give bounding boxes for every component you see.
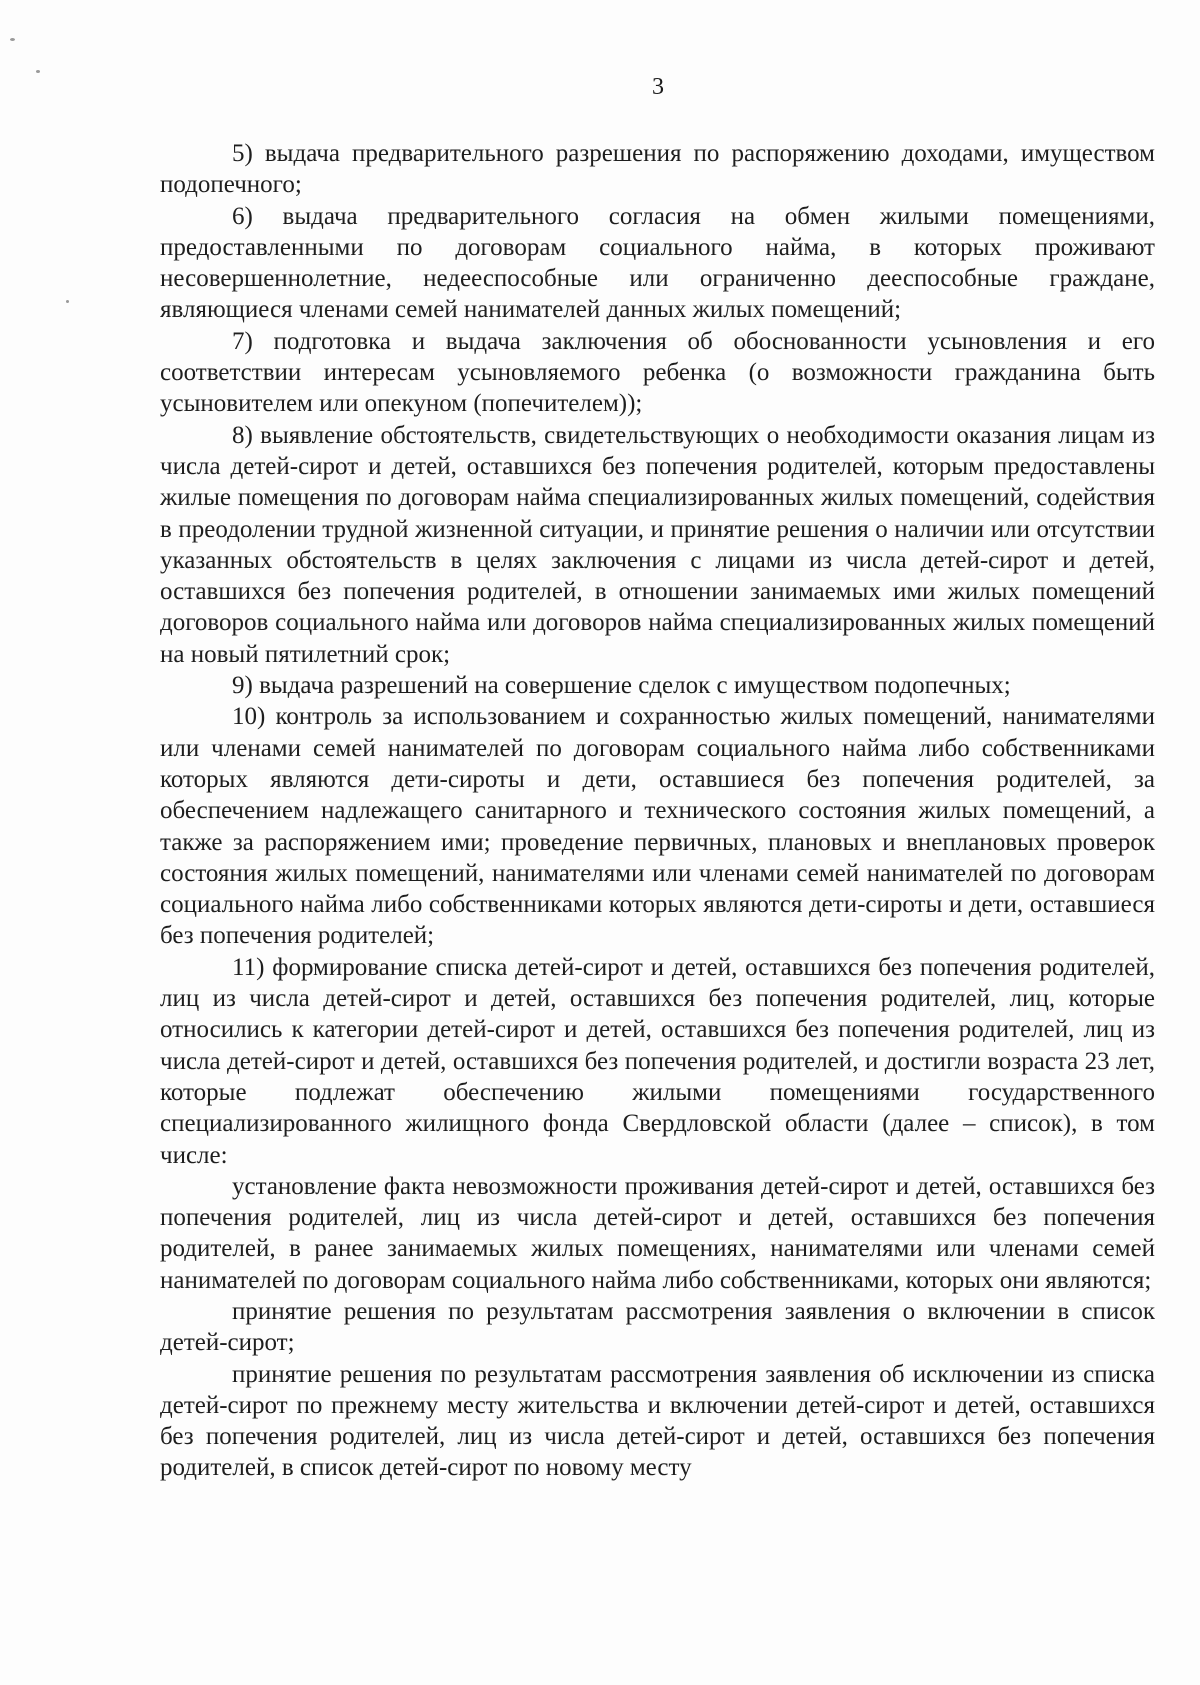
paragraph-item-6: 6) выдача предварительного согласия на обмен жилыми помещениями, предоставленными по договорам социального найма, в которых проживают несовершеннолетние, недееспособные или ограниченно дееспособные граждане, являющиеся членами семей нанимателей данных жилых помещений; <box>160 202 1155 324</box>
scan-speck <box>36 70 40 73</box>
page-number: 3 <box>652 74 664 100</box>
paragraph-item-8: 8) выявление обстоятельств, свидетельствующих о необходимости оказания лицам из числа детей-сирот и детей, оставшихся без попечения родителей, которым предоставлены жилые помещения по договорам найма специализированных жилых помещений, содействия в преодолении трудной жизненной ситуации, и принятие решения о наличии или отсутствии указанных обстоятельств в целях заключения с лицами из числа детей-сирот и детей, оставшихся без попечения родителей, в отношении занимаемых ими жилых помещений договоров социального найма или договоров найма специализированных жилых помещений на новый пятилетний срок; <box>160 421 1155 668</box>
document-body <box>160 138 1155 1484</box>
paragraph-subitem-inclusion: принятие решения по результатам рассмотрения заявления о включении в список детей-сирот; <box>160 1297 1155 1357</box>
paragraph-item-5: 5) выдача предварительного разрешения по распоряжению доходами, имуществом подопечного; <box>160 140 1155 199</box>
paragraph-item-10: 10) контроль за использованием и сохранностью жилых помещений, нанимателями или членами семей нанимателей по договорам социального найма либо собственниками которых являются дети-сироты и дети, оставшиеся без попечения родителей, за обеспечением надлежащего санитарного и технического состояния жилых помещений, а также за распоряжением ими; проведение первичных, плановых и внеплановых проверок состояния жилых помещений, нанимателями или членами семей нанимателей по договорам социального найма либо собственниками которых являются дети-сироты и дети, оставшиеся без попечения родителей; <box>160 703 1155 950</box>
paragraph-item-11: 11) формирование списка детей-сирот и детей, оставшихся без попечения родителей, лиц из числа детей-сирот и детей, оставшихся без попечения родителей, лиц, которые относились к категории детей-сирот и детей, оставшихся без попечения родителей, лиц из числа детей-сирот и детей, оставшихся без попечения родителей, и достигли возраста 23 лет, которые подлежат обеспечению жилыми помещениями государственного специализированного жилищного фонда Свердловской области (далее – список), в том числе: <box>160 953 1155 1169</box>
scan-speck <box>10 38 15 41</box>
paragraph-item-9: 9) выдача разрешений на совершение сделок с имуществом подопечных; <box>232 672 1011 700</box>
paragraph-subitem-exclusion: принятие решения по результатам рассмотрения заявления об исключении из списка детей-сирот по прежнему месту жительства и включении детей-сирот и детей, оставшихся без попечения родителей, лиц из числа детей-сирот и детей, оставшихся без попечения родителей, в список детей-сирот по новому месту <box>160 1360 1155 1482</box>
scan-speck <box>66 300 69 303</box>
paragraph-subitem-fact: установление факта невозможности проживания детей-сирот и детей, оставшихся без попечения родителей, лиц из числа детей-сирот и детей, оставшихся без попечения родителей, в ранее занимаемых жилых помещениях, нанимателями или членами семей нанимателей по договорам социального найма либо собственниками, которых они являются; <box>160 1172 1155 1294</box>
paragraph-item-7: 7) подготовка и выдача заключения об обоснованности усыновления и его соответствии интересам усыновляемого ребенка (о возможности гражданина быть усыновителем или опекуном (попечителем)); <box>160 327 1155 418</box>
